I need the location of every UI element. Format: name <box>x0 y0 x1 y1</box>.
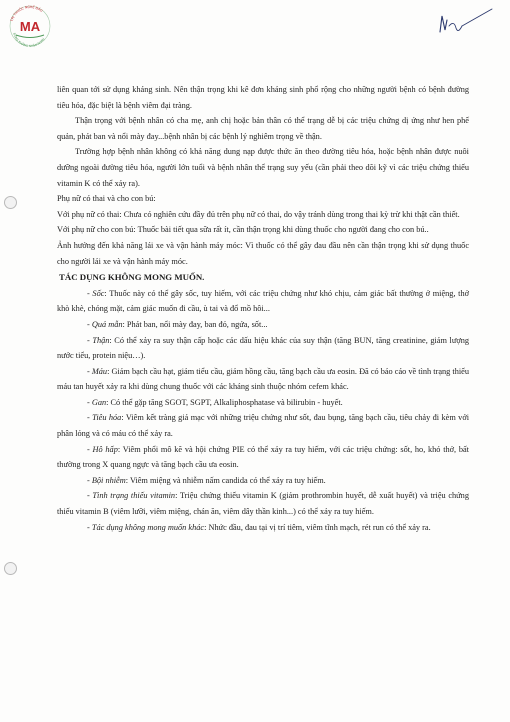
side-effect-item: - Máu: Giảm bạch cầu hạt, giảm tiểu cầu, giảm hồng cầu, tăng bạch cầu ưa eosin. Đã có báo cáo về tình trạng thiếu máu tan huyết xảy ra khi dùng chung thuốc với các kháng sinh thuộc nhóm cefem khác. <box>57 366 469 392</box>
handwritten-signature <box>432 6 496 46</box>
paragraph-antibiotic-caution: liên quan tới sử dụng kháng sinh. Nên thận trọng khi kê đơn kháng sinh phổ rộng cho những người bệnh có bệnh đường tiêu hóa, đặc biệt là bệnh viêm đại tràng. <box>57 85 469 110</box>
logo-arc-top-text: TRỊ THUỐC NGHỀ ĐẢO <box>9 4 44 22</box>
paragraph-pregnancy-heading: Phụ nữ có thai và cho con bú: <box>57 194 156 204</box>
side-effect-item: - Thận: Có thể xảy ra suy thận cấp hoặc các dấu hiệu khác của suy thận (tăng BUN, tăng creatinine, giảm lượng nước tiểu, protein niệu…). <box>57 335 470 361</box>
paragraph-breastfeeding: Với phụ nữ cho con bú: Thuốc bài tiết qua sữa rất ít, cần thận trọng khi dùng thuốc cho người đang cho con bú.. <box>57 225 429 235</box>
paragraph-nutrition-caution: Trường hợp bệnh nhân không có khả năng dung nạp được thức ăn theo đường tiêu hóa, hoặc bệnh nhân được nuôi dưỡng ngoài đường tiêu hóa, người lớn tuổi và bệnh nhân thể trạng suy yếu (cần phải theo dõi kỹ vì các triệu chứng thiếu vitamin K có thể xảy ra). <box>57 147 469 188</box>
punch-hole-bottom <box>4 562 17 575</box>
paragraph-allergy-caution: Thận trọng với bệnh nhân có cha mẹ, anh chị hoặc bản thân có thể trạng dễ bị các triệu chứng dị ứng như hen phế quản, phát ban và nổi mày đay...bệnh nhân bị các bệnh lý nghiêm trọng về thận. <box>57 116 469 141</box>
side-effect-item: - Sốc: Thuốc này có thể gây sốc, tuy hiếm, với các triệu chứng như khó chịu, cảm giác bất thường ở miệng, thở khò khè, chóng mặt, cảm giác muốn đi cầu, ù tai và đổ mồ hôi... <box>57 288 470 314</box>
document-body <box>57 82 469 535</box>
side-effect-item: - Bội nhiễm: Viêm miệng và nhiễm nấm candida có thể xảy ra tuy hiếm. <box>87 475 326 485</box>
punch-hole-top <box>4 196 17 209</box>
side-effect-item: - Hô hấp: Viêm phổi mô kẽ và hội chứng PIE có thể xảy ra tuy hiếm, với các triệu chứng: sốt, ho, khó thở, bất thường trong X quang ngực và tăng bạch cầu ưa eosin. <box>57 444 469 470</box>
paragraph-driving: Ảnh hưởng đến khả năng lái xe và vận hành máy móc: Vì thuốc có thể gây đau đầu nên cần thận trọng khi sử dụng thuốc cho người lái xe và vận hành máy móc. <box>57 240 469 266</box>
side-effect-item: - Tình trạng thiếu vitamin: Triệu chứng thiếu vitamin K (giảm prothrombin huyết, dễ xuất huyết) và triệu chứng thiếu vitamin B (viêm lưỡi, viêm miệng, chán ăn, viêm dây thần kinh...) có thể xảy ra tuy hiếm. <box>57 491 469 517</box>
side-effect-item: - Gan: Có thể gặp tăng SGOT, SGPT, Alkaliphosphatase và bilirubin - huyết. <box>87 397 343 407</box>
side-effect-item: - Quá mẫn: Phát ban, nổi mày đay, ban đỏ, ngứa, sốt... <box>87 319 268 329</box>
company-logo <box>6 4 54 48</box>
side-effect-item: - Tác dụng không mong muốn khác: Nhức đầu, đau tại vị trí tiêm, viêm tĩnh mạch, rét run có thể xảy ra. <box>87 522 431 532</box>
logo-monogram: MA <box>19 19 41 34</box>
side-effect-item: - Tiêu hóa: Viêm kết tràng giả mạc với những triệu chứng như sốt, đau bụng, tăng bạch cầu, tiêu chảy đi kèm với phân lỏng và có máu có thể xảy ra. <box>57 413 470 439</box>
logo-arc-bottom-text: ĐÔNG KHẢNG NHẬN NHAU <box>12 32 46 48</box>
section-heading-side-effects: TÁC DỤNG KHÔNG MONG MUỐN. <box>59 272 205 283</box>
paragraph-pregnant-women: Với phụ nữ có thai: Chưa có nghiên cứu đầy đủ trên phụ nữ có thai, do vậy tránh dùng trong thai kỳ trừ khi thật cần thiết. <box>57 209 460 219</box>
